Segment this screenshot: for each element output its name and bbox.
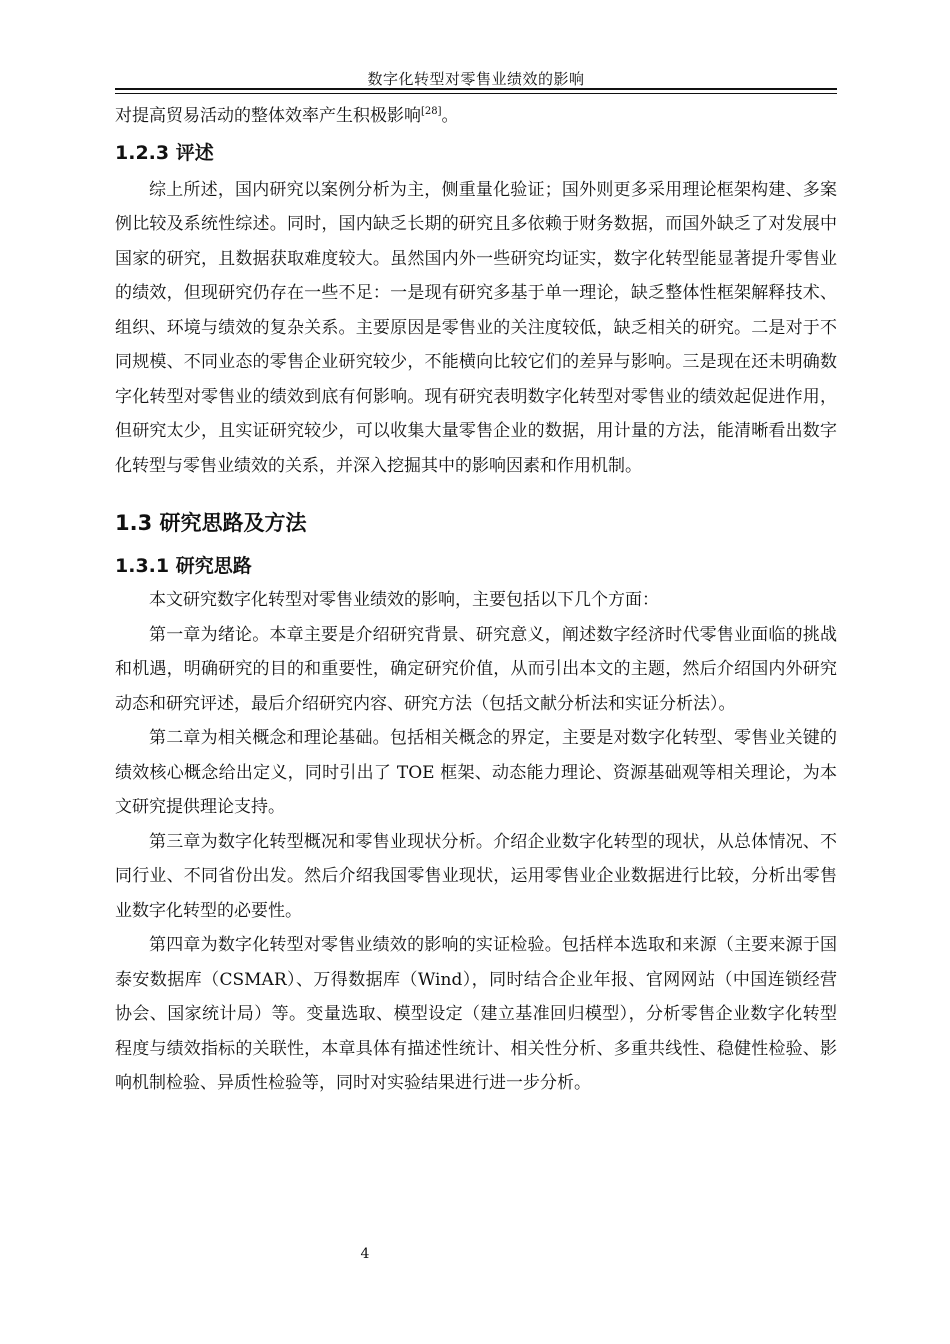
research-paragraph-chapter-4: 第四章为数字化转型对零售业绩效的影响的实证检验。包括样本选取和来源（主要来源于国泰安数据库（CSMAR）、万得数据库（Wind），同时结合企业年报、官网网站（中国连锁经营协会、国家统计局）等。变量选取、模型设定（建立基准回归模型），分析零售企业数字化转型程度与绩效指标的关联性，本章具体有描述性统计、相关性分析、多重共线性、稳健性检验、影响机制检验、异质性检验等，同时对实验结果进行进一步分析。 [115, 935, 837, 1093]
intro-text: 对提高贸易活动的整体效率产生积极影响 [115, 106, 421, 126]
research-paragraph-chapter-2: 第二章为相关概念和理论基础。包括相关概念的界定，主要是对数字化转型、零售业关键的绩效核心概念给出定义，同时引出了 TOE 框架、动态能力理论、资源基础观等相关理论，为本文研究提供理论支持。 [115, 728, 837, 817]
running-header: 数字化转型对零售业绩效的影响 [367, 70, 585, 88]
review-paragraph: 综上所述，国内研究以案例分析为主，侧重量化验证；国外则更多采用理论框架构建、多案例比较及系统性综述。同时，国内缺乏长期的研究且多依赖于财务数据，而国外缺乏了对发展中国家的研究，且数据获取难度较大。虽然国内外一些研究均证实，数字化转型能显著提升零售业的绩效，但现研究仍存在一些不足：一是现有研究多基于单一理论，缺乏整体性框架解释技术、组织、环境与绩效的复杂关系。主要原因是零售业的关注度较低，缺乏相关的研究。二是对于不同规模、不同业态的零售企业研究较少，不能横向比较它们的差异与影响。三是现在还未明确数字化转型对零售业的绩效到底有何影响。现有研究表明数字化转型对零售业的绩效起促进作用，但研究太少，且实证研究较少，可以收集大量零售企业的数据，用计量的方法，能清晰看出数字化转型与零售业绩效的关系，并深入挖掘其中的影响因素和作用机制。 [115, 179, 837, 476]
section-heading-1-3: 1.3 研究思路及方法 [115, 511, 307, 535]
intro-paragraph [115, 99, 837, 134]
research-paragraph-chapter-3: 第三章为数字化转型概况和零售业现状分析。介绍企业数字化转型的现状，从总体情况、不同行业、不同省份出发。然后介绍我国零售业现状，运用零售业企业数据进行比较，分析出零售业数字化转型的必要性。 [115, 831, 837, 921]
section-heading-1-2-3: 1.2.3 评述 [115, 141, 214, 164]
header-rule-thick [115, 88, 837, 90]
header-rule-thin [115, 93, 837, 94]
citation-ref: [28] [421, 106, 442, 117]
intro-end: 。 [441, 106, 459, 126]
research-paragraph-chapter-1: 第一章为绪论。本章主要是介绍研究背景、研究意义，阐述数字经济时代零售业面临的挑战和机遇，明确研究的目的和重要性，确定研究价值，从而引出本文的主题，然后介绍国内外研究动态和研究评述，最后介绍研究内容、研究方法（包括文献分析法和实证分析法）。 [115, 624, 837, 714]
research-paragraph-intro: 本文研究数字化转型对零售业绩效的影响，主要包括以下几个方面： [149, 590, 659, 610]
main-content [115, 99, 837, 1101]
section-heading-1-3-1: 1.3.1 研究思路 [115, 555, 252, 577]
page-number: 4 [360, 1246, 370, 1262]
